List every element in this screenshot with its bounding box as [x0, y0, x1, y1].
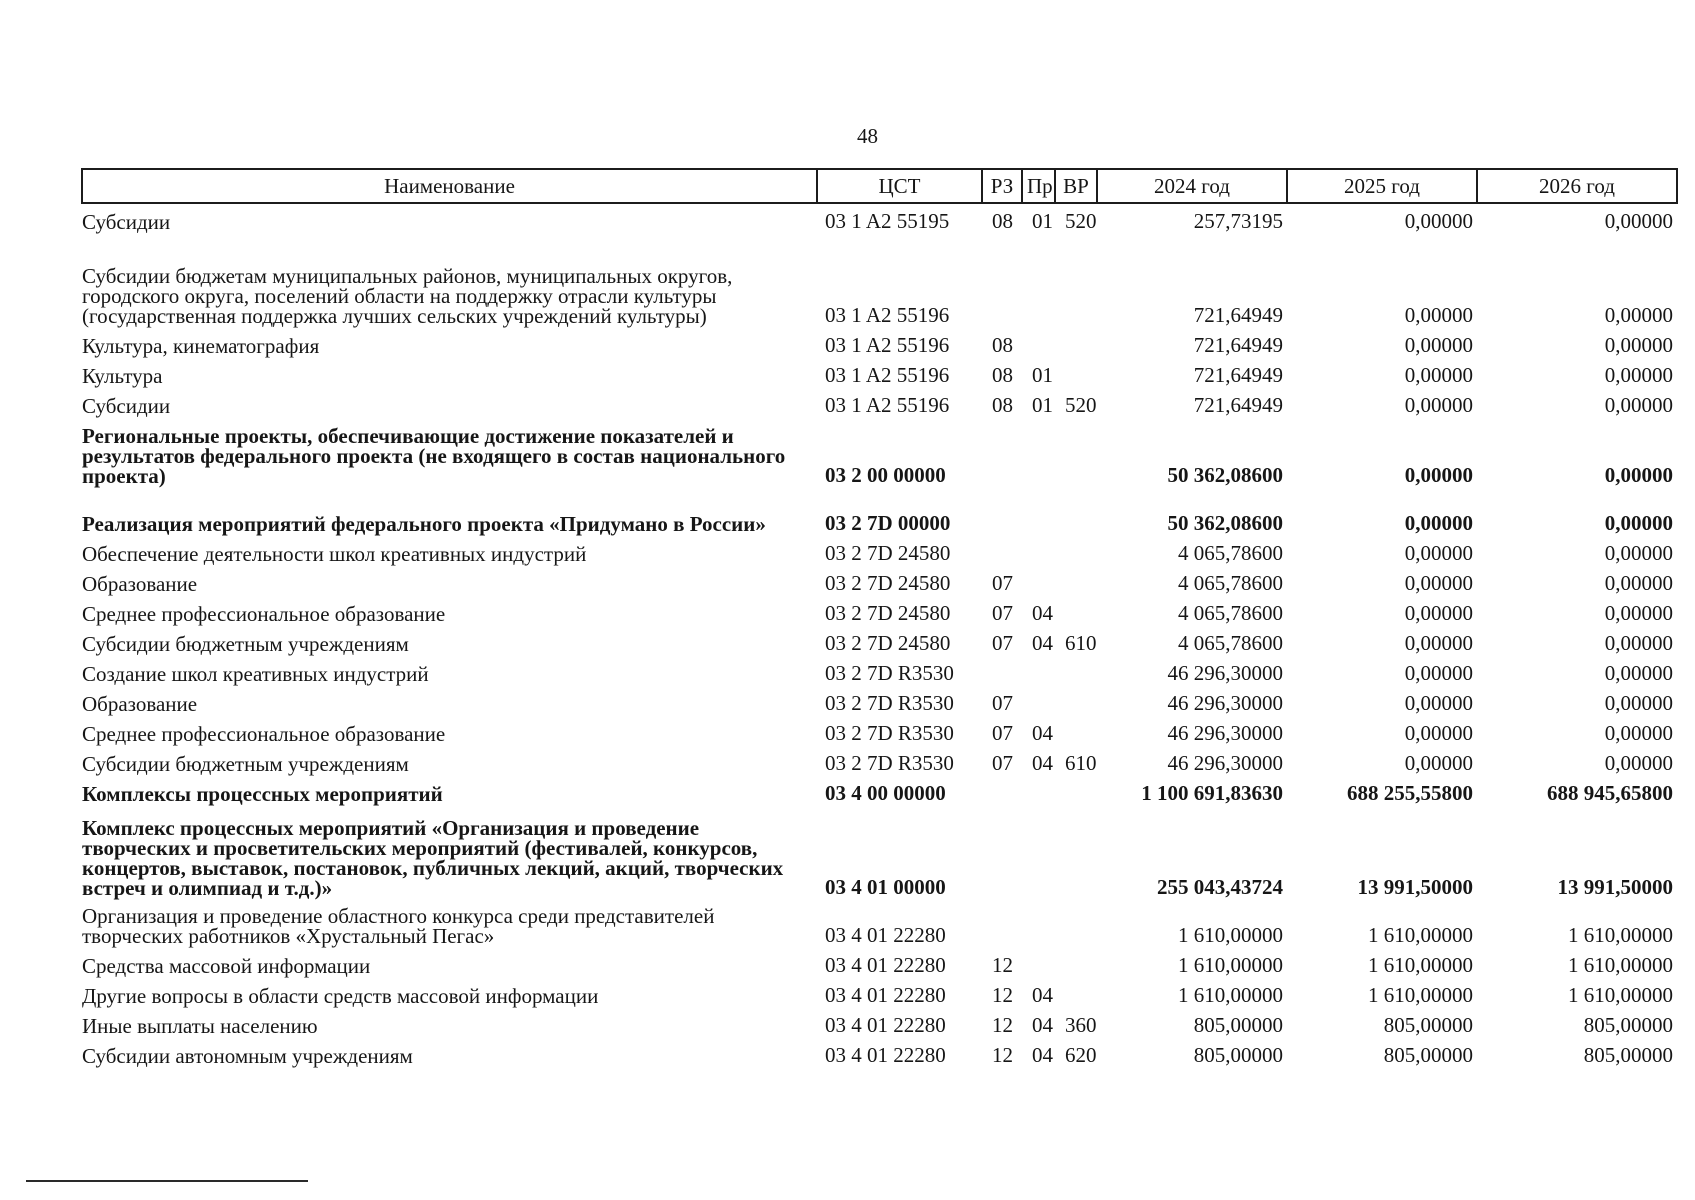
row-vr: [1055, 328, 1097, 358]
row-vr: [1055, 566, 1097, 596]
row-value-2025: 0,00000: [1404, 333, 1473, 357]
row-pr: 04: [1032, 1013, 1053, 1037]
row-name: Среднее профессиональное образование: [82, 722, 446, 746]
row-cst: 03 2 7D R3530: [825, 721, 954, 745]
row-value-2026: 0,00000: [1604, 303, 1673, 327]
row-value-2025: 0,00000: [1404, 363, 1473, 387]
row-value-2026: 0,00000: [1604, 601, 1673, 625]
table-row: [82, 626, 1677, 656]
row-name: Субсидии: [82, 394, 171, 418]
row-value-2025: 688 255,55800: [1347, 781, 1473, 805]
row-name: Обеспечение деятельности школ креативных индустрий: [82, 542, 587, 566]
row-cst: 03 1 A2 55196: [825, 333, 950, 357]
row-value-2025: 0,00000: [1404, 393, 1473, 417]
row-pr: [1022, 656, 1055, 686]
row-cst: 03 4 00 00000: [825, 781, 946, 805]
row-vr: [1055, 656, 1097, 686]
row-value-2025: 805,00000: [1383, 1013, 1473, 1037]
table-row: [82, 900, 1677, 948]
row-value-2024: 805,00000: [1193, 1013, 1283, 1037]
table-header: [82, 169, 1677, 203]
row-name: Иные выплаты населению: [82, 1014, 318, 1038]
row-cst: 03 4 01 22280: [825, 953, 946, 977]
row-name: Образование: [82, 692, 198, 716]
row-cst: 03 1 A2 55195: [825, 209, 950, 233]
row-value-2026: 0,00000: [1604, 511, 1673, 535]
row-pr: [1022, 806, 1055, 900]
budget-table: [81, 168, 1678, 1068]
row-vr: [1055, 358, 1097, 388]
row-pr: [1022, 328, 1055, 358]
header-rz: РЗ: [982, 169, 1022, 203]
row-value-2024: 1 610,00000: [1178, 983, 1283, 1007]
row-vr: 620: [1065, 1043, 1097, 1067]
row-rz: 08: [992, 363, 1013, 387]
row-value-2024: 255 043,43724: [1157, 875, 1283, 899]
row-rz: [982, 536, 1022, 566]
row-name: Субсидии бюджетным учреждениям: [82, 632, 409, 656]
table-row: [82, 1038, 1677, 1068]
table-row: [82, 656, 1677, 686]
row-value-2024: 721,64949: [1193, 363, 1283, 387]
row-rz: 08: [992, 333, 1013, 357]
table-row: [82, 234, 1677, 328]
row-pr: [1022, 566, 1055, 596]
row-value-2026: 1 610,00000: [1568, 953, 1673, 977]
row-vr: 610: [1065, 751, 1097, 775]
row-value-2025: 0,00000: [1404, 209, 1473, 233]
row-vr: [1055, 978, 1097, 1008]
row-value-2026: 0,00000: [1604, 393, 1673, 417]
header-2026: 2026 год: [1477, 169, 1677, 203]
row-vr: [1055, 536, 1097, 566]
row-value-2026: 805,00000: [1583, 1043, 1673, 1067]
row-vr: [1055, 948, 1097, 978]
row-pr: [1022, 418, 1055, 488]
row-rz: [982, 806, 1022, 900]
row-value-2026: 0,00000: [1604, 691, 1673, 715]
row-value-2024: 721,64949: [1193, 393, 1283, 417]
row-cst: 03 2 7D 24580: [825, 631, 951, 655]
row-cst: 03 2 7D 00000: [825, 511, 951, 535]
row-name: Образование: [82, 572, 198, 596]
row-rz: 12: [992, 983, 1013, 1007]
row-name: Комплекс процессных мероприятий «Организация и проведение творческих и просветительских мероприятий (фестивалей, конкурсов, концертов, выставок, постановок, публичных лекций, акций, творческих встреч и олимпиад и т.д.)»: [82, 816, 784, 900]
row-pr: [1022, 776, 1055, 806]
page-number: 48: [857, 124, 878, 148]
row-rz: 07: [992, 601, 1013, 625]
row-name: Другие вопросы в области средств массовой информации: [82, 984, 599, 1008]
header-cst: ЦСТ: [817, 169, 982, 203]
row-value-2025: 0,00000: [1404, 571, 1473, 595]
row-value-2024: 4 065,78600: [1178, 601, 1283, 625]
row-value-2025: 0,00000: [1404, 631, 1473, 655]
row-value-2024: 805,00000: [1193, 1043, 1283, 1067]
table-row: [82, 418, 1677, 488]
table-row: [82, 686, 1677, 716]
row-vr: [1055, 686, 1097, 716]
header-vr: ВР: [1055, 169, 1097, 203]
row-value-2026: 0,00000: [1604, 631, 1673, 655]
row-rz: 12: [992, 1013, 1013, 1037]
table-row: [82, 948, 1677, 978]
row-value-2025: 0,00000: [1404, 303, 1473, 327]
row-vr: [1055, 596, 1097, 626]
row-value-2025: 1 610,00000: [1368, 983, 1473, 1007]
row-name: Среднее профессиональное образование: [82, 602, 446, 626]
row-vr: [1055, 776, 1097, 806]
row-value-2024: 1 610,00000: [1178, 953, 1283, 977]
row-pr: 04: [1032, 721, 1053, 745]
row-value-2024: 46 296,30000: [1167, 661, 1283, 685]
row-cst: 03 4 01 22280: [825, 983, 946, 1007]
row-cst: 03 2 7D R3530: [825, 751, 954, 775]
header-pr: Пр: [1022, 169, 1055, 203]
row-value-2026: 805,00000: [1583, 1013, 1673, 1037]
row-name: Средства массовой информации: [82, 954, 371, 978]
row-value-2024: 1 610,00000: [1178, 923, 1283, 947]
row-value-2024: 1 100 691,83630: [1141, 781, 1283, 805]
row-vr: [1055, 488, 1097, 536]
row-pr: [1022, 900, 1055, 948]
row-vr: 520: [1065, 209, 1097, 233]
row-rz: 07: [992, 721, 1013, 745]
row-value-2024: 46 296,30000: [1167, 751, 1283, 775]
row-name: Создание школ креативных индустрий: [82, 662, 429, 686]
row-rz: 08: [992, 209, 1013, 233]
table-row: [82, 358, 1677, 388]
row-pr: 01: [1032, 363, 1053, 387]
row-name: Организация и проведение областного конкурса среди представителей творческих работников «Хрустальный Пегас»: [82, 904, 715, 948]
row-cst: 03 2 7D 24580: [825, 601, 951, 625]
row-cst: 03 1 A2 55196: [825, 303, 950, 327]
row-vr: [1055, 806, 1097, 900]
row-value-2024: 721,64949: [1193, 303, 1283, 327]
row-rz: [982, 776, 1022, 806]
row-name: Культура, кинематография: [82, 334, 320, 358]
row-cst: 03 4 01 00000: [825, 875, 946, 899]
row-value-2025: 0,00000: [1404, 721, 1473, 745]
row-value-2025: 1 610,00000: [1368, 923, 1473, 947]
row-rz: 12: [992, 953, 1013, 977]
row-pr: 01: [1032, 393, 1053, 417]
row-value-2025: 805,00000: [1383, 1043, 1473, 1067]
table-row: [82, 596, 1677, 626]
row-value-2024: 721,64949: [1193, 333, 1283, 357]
row-value-2025: 1 610,00000: [1368, 953, 1473, 977]
row-name: Региональные проекты, обеспечивающие достижение показателей и результатов федерального проекта (не входящего в состав национального проекта): [82, 424, 786, 488]
row-rz: [982, 900, 1022, 948]
header-name: Наименование: [82, 169, 817, 203]
row-rz: [982, 234, 1022, 328]
row-cst: 03 2 7D 24580: [825, 541, 951, 565]
table-row: [82, 388, 1677, 418]
row-cst: 03 2 7D 24580: [825, 571, 951, 595]
row-value-2026: 13 991,50000: [1557, 875, 1673, 899]
row-value-2026: 688 945,65800: [1547, 781, 1673, 805]
row-value-2026: 0,00000: [1604, 333, 1673, 357]
row-value-2026: 0,00000: [1604, 721, 1673, 745]
row-vr: 520: [1065, 393, 1097, 417]
row-name: Субсидии бюджетным учреждениям: [82, 752, 409, 776]
row-name: Реализация мероприятий федерального проекта «Придумано в России»: [82, 512, 766, 536]
row-pr: 04: [1032, 601, 1053, 625]
row-cst: 03 4 01 22280: [825, 923, 946, 947]
table-row: [82, 328, 1677, 358]
row-value-2024: 4 065,78600: [1178, 571, 1283, 595]
row-value-2025: 13 991,50000: [1357, 875, 1473, 899]
row-name: Культура: [82, 364, 163, 388]
row-value-2024: 50 362,08600: [1167, 511, 1283, 535]
row-pr: 04: [1032, 983, 1053, 1007]
row-value-2026: 1 610,00000: [1568, 983, 1673, 1007]
row-rz: 07: [992, 751, 1013, 775]
row-pr: [1022, 234, 1055, 328]
row-vr: [1055, 234, 1097, 328]
row-pr: [1022, 686, 1055, 716]
row-rz: 07: [992, 631, 1013, 655]
table-row: [82, 978, 1677, 1008]
row-value-2026: 0,00000: [1604, 751, 1673, 775]
row-rz: [982, 488, 1022, 536]
row-pr: 01: [1032, 209, 1053, 233]
row-value-2026: 0,00000: [1604, 209, 1673, 233]
row-cst: 03 2 00 00000: [825, 463, 946, 487]
row-name: Субсидии: [82, 210, 171, 234]
row-rz: [982, 418, 1022, 488]
header-2025: 2025 год: [1287, 169, 1477, 203]
row-value-2026: 1 610,00000: [1568, 923, 1673, 947]
row-cst: 03 4 01 22280: [825, 1043, 946, 1067]
row-value-2025: 0,00000: [1404, 751, 1473, 775]
row-rz: 07: [992, 571, 1013, 595]
row-cst: 03 4 01 22280: [825, 1013, 946, 1037]
row-value-2026: 0,00000: [1604, 661, 1673, 685]
row-value-2026: 0,00000: [1604, 363, 1673, 387]
table-row: [82, 716, 1677, 746]
row-value-2026: 0,00000: [1604, 463, 1673, 487]
row-value-2024: 4 065,78600: [1178, 541, 1283, 565]
row-name: Комплексы процессных мероприятий: [82, 782, 443, 806]
row-value-2024: 50 362,08600: [1167, 463, 1283, 487]
table-row: [82, 488, 1677, 536]
row-name: Субсидии бюджетам муниципальных районов, муниципальных округов, городского округа, поселений области на поддержку отрасли культуры (государственная поддержка лучших сельских учреждений культуры): [82, 264, 733, 328]
row-value-2025: 0,00000: [1404, 601, 1473, 625]
row-value-2026: 0,00000: [1604, 541, 1673, 565]
row-value-2026: 0,00000: [1604, 571, 1673, 595]
table-row: [82, 1008, 1677, 1038]
row-pr: 04: [1032, 631, 1053, 655]
row-value-2025: 0,00000: [1404, 541, 1473, 565]
footnote-divider: [26, 1180, 308, 1182]
row-pr: [1022, 488, 1055, 536]
row-cst: 03 2 7D R3530: [825, 661, 954, 685]
row-cst: 03 1 A2 55196: [825, 363, 950, 387]
row-value-2025: 0,00000: [1404, 511, 1473, 535]
table-row: [82, 806, 1677, 900]
table-row: [82, 536, 1677, 566]
row-cst: 03 2 7D R3530: [825, 691, 954, 715]
row-pr: [1022, 948, 1055, 978]
row-vr: 360: [1065, 1013, 1097, 1037]
row-value-2025: 0,00000: [1404, 661, 1473, 685]
row-vr: [1055, 418, 1097, 488]
row-value-2024: 46 296,30000: [1167, 691, 1283, 715]
row-name: Субсидии автономным учреждениям: [82, 1044, 413, 1068]
header-2024: 2024 год: [1097, 169, 1287, 203]
row-pr: 04: [1032, 1043, 1053, 1067]
row-vr: [1055, 900, 1097, 948]
row-value-2024: 4 065,78600: [1178, 631, 1283, 655]
row-value-2025: 0,00000: [1404, 691, 1473, 715]
table-row: [82, 746, 1677, 776]
row-vr: [1055, 716, 1097, 746]
row-vr: 610: [1065, 631, 1097, 655]
table-row: [82, 776, 1677, 806]
row-value-2024: 257,73195: [1193, 209, 1283, 233]
row-value-2025: 0,00000: [1404, 463, 1473, 487]
row-rz: 08: [992, 393, 1013, 417]
table-body: [82, 203, 1677, 1068]
row-rz: 07: [992, 691, 1013, 715]
row-value-2024: 46 296,30000: [1167, 721, 1283, 745]
table-row: [82, 203, 1677, 234]
row-rz: [982, 656, 1022, 686]
row-pr: 04: [1032, 751, 1053, 775]
row-pr: [1022, 536, 1055, 566]
table-row: [82, 566, 1677, 596]
row-rz: 12: [992, 1043, 1013, 1067]
row-cst: 03 1 A2 55196: [825, 393, 950, 417]
